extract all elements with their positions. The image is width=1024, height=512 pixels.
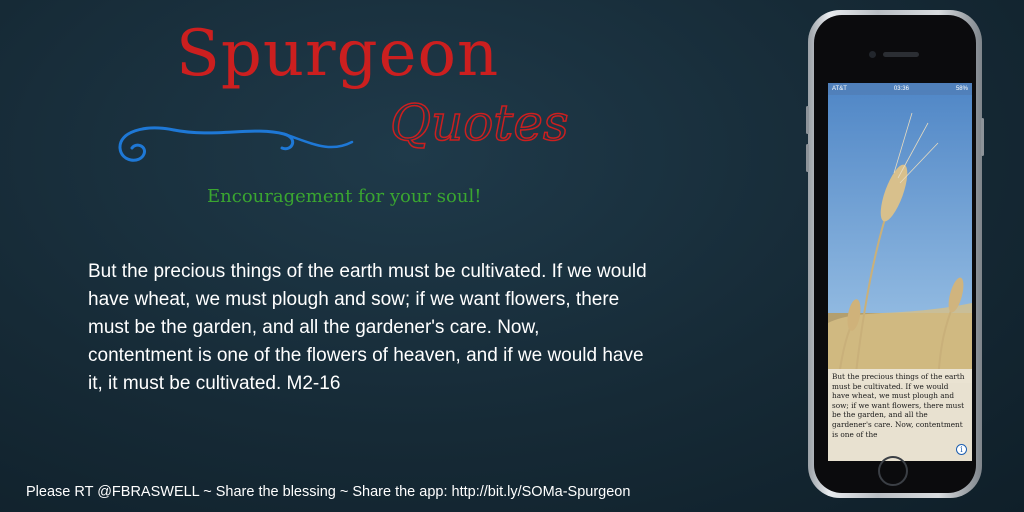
subtitle-script: Quotes xyxy=(390,94,569,152)
power-button xyxy=(981,118,984,156)
screen-quote-text xyxy=(828,369,972,461)
carrier-label: AT&T xyxy=(832,86,847,92)
flourish-ornament xyxy=(114,118,354,168)
status-time: 03:36 xyxy=(893,86,909,92)
camera-icon xyxy=(869,51,876,58)
screen-quote-body: But the precious things of the earth must be cultivated. If we would have wheat, we must plough and sow; if we want flowers, there must be the garden, and all the gardener's care. Now, contentment is one of the xyxy=(832,372,965,439)
speaker-grille xyxy=(883,52,919,57)
phone-screen xyxy=(828,83,972,461)
home-button[interactable] xyxy=(878,456,908,486)
quote-text: But the precious things of the earth must be cultivated. If we would have wheat, we must plough and sow; if we want flowers, there must be the garden, and all the gardener's care. Now, contentment is one of the flowers of heaven, and if we would have it, it must be cultivated. M2-16 xyxy=(88,261,647,394)
battery-label: 58% xyxy=(955,86,968,92)
phone-body xyxy=(814,15,976,493)
volume-button xyxy=(806,106,809,134)
page-title: Spurgeon xyxy=(176,17,500,91)
status-bar xyxy=(828,83,972,95)
info-icon[interactable]: i xyxy=(956,444,967,455)
volume-button xyxy=(806,144,809,172)
tagline: Encouragement for your soul! xyxy=(207,186,482,207)
phone-mockup xyxy=(808,10,982,498)
footer-share-text: Please RT @FBRASWELL ~ Share the blessing ~ Share the app: http://bit.ly/SOMa-Spurgeon xyxy=(26,484,631,500)
